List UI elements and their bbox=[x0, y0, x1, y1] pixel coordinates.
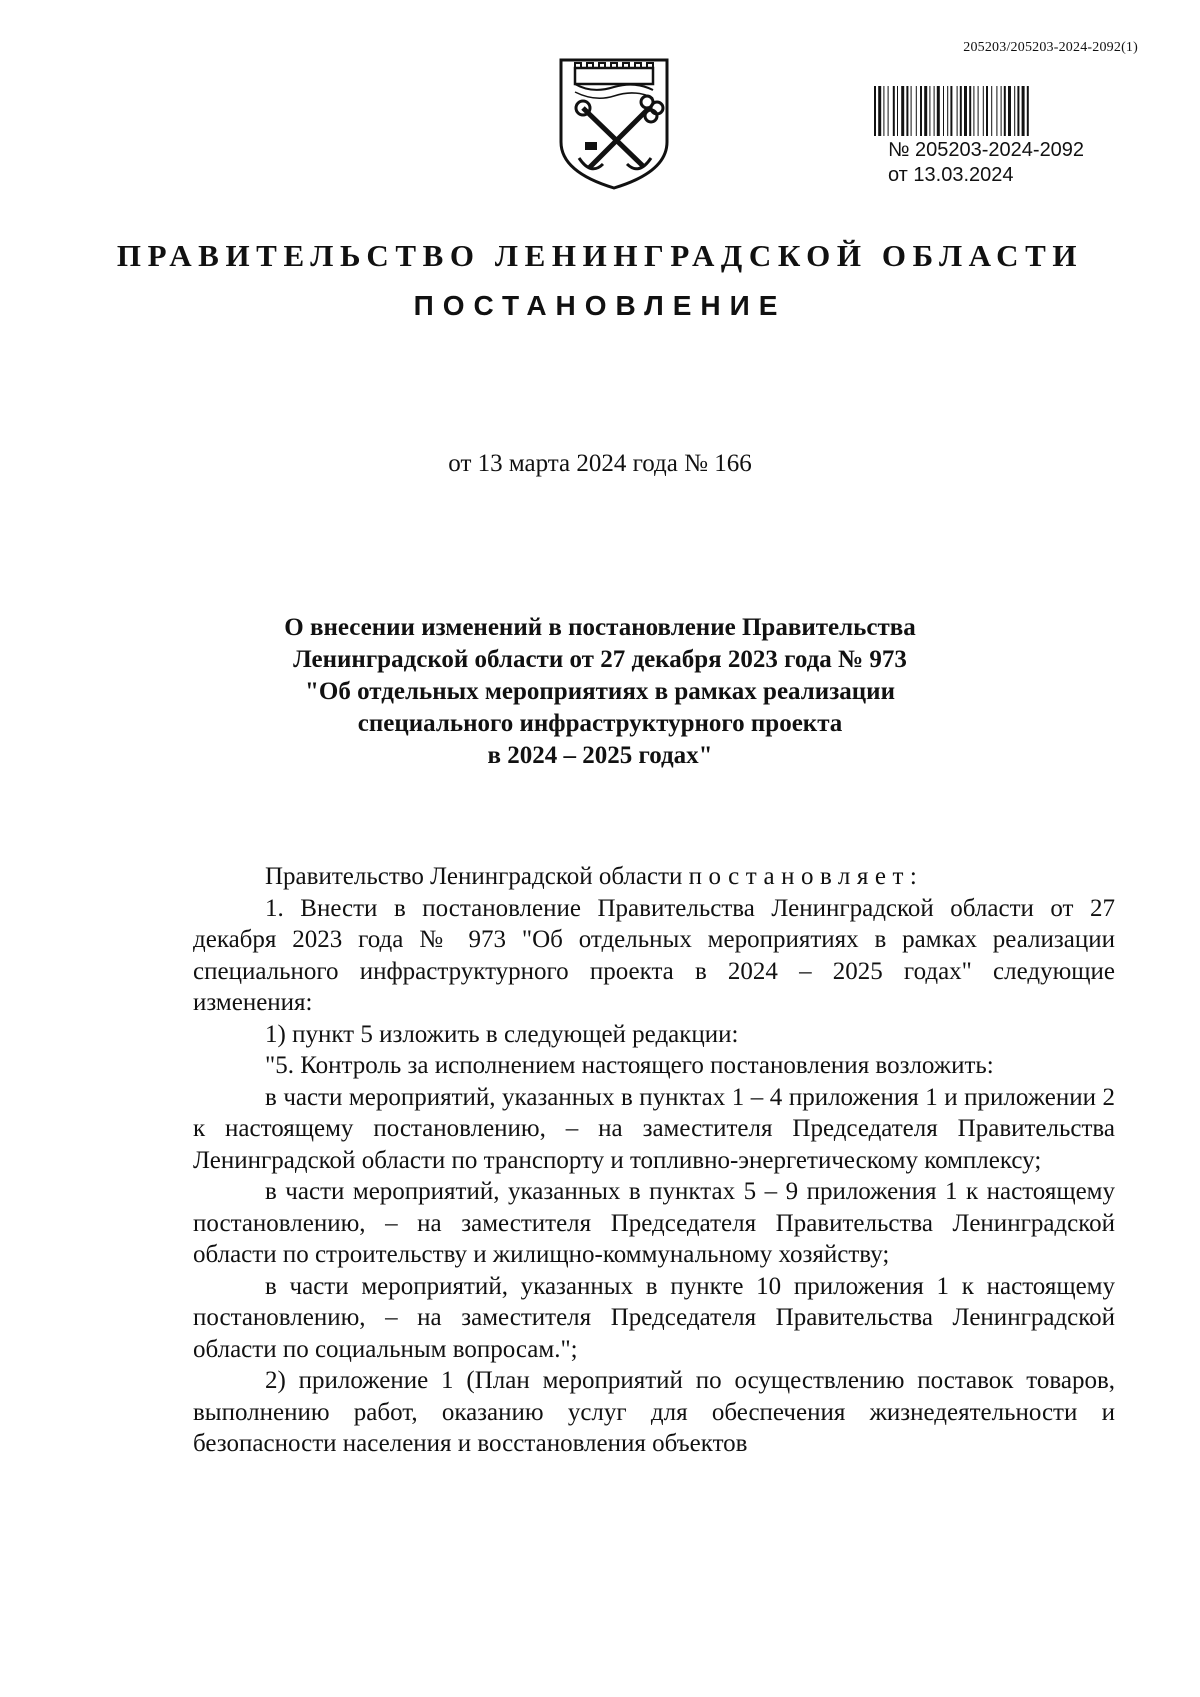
heading-line: "Об отдельных мероприятиях в рамках реализации bbox=[305, 678, 895, 705]
document-serial: 205203/205203-2024-2092(1) bbox=[963, 40, 1138, 55]
intro-lead: Правительство Ленинградской области bbox=[265, 863, 689, 890]
barcode-bar bbox=[1008, 86, 1011, 136]
barcode-bar bbox=[947, 86, 948, 136]
document-body bbox=[193, 861, 1115, 1460]
barcode-bar bbox=[901, 86, 904, 136]
barcode-bar bbox=[957, 86, 958, 136]
barcode-bar bbox=[996, 86, 997, 136]
barcode-bar bbox=[906, 86, 908, 136]
paragraph-1-2: 2) приложение 1 (План мероприятий по осуществлению поставок товаров, выполнению работ, оказанию услуг для обеспечения жизнедеятельности и безопасности населения и восстановления объектов bbox=[193, 1367, 1115, 1457]
registration-date: от 13.03.2024 bbox=[888, 164, 1014, 186]
coat-of-arms-emblem bbox=[557, 56, 671, 192]
government-title: ПРАВИТЕЛЬСТВО ЛЕНИНГРАДСКОЙ ОБЛАСТИ bbox=[116, 238, 1084, 273]
paragraph-construction: в части мероприятий, указанных в пунктах 5 – 9 приложения 1 к настоящему постановлению, – на заместителя Председателя Правительства Ленинградской области по строительству и жилищно-коммунальному хозяйству; bbox=[193, 1178, 1115, 1268]
paragraph-transport: в части мероприятий, указанных в пунктах 1 – 4 приложения 1 и приложении 2 к настоящему постановлению, – на заместителя Председателя Правительства Ленинградской области по транспорту и топливно-энергетическому комплексу; bbox=[193, 1083, 1115, 1174]
intro-resolves: постановляет: bbox=[688, 863, 924, 890]
barcode-bar bbox=[991, 86, 992, 136]
barcode-bar bbox=[1022, 86, 1025, 136]
barcode-bar bbox=[973, 86, 974, 136]
barcode-bar bbox=[978, 86, 979, 136]
barcode-bar bbox=[893, 86, 895, 136]
barcode-bar bbox=[937, 86, 940, 136]
barcode-bar bbox=[1014, 86, 1015, 136]
barcode-bar bbox=[897, 86, 898, 136]
barcode-bar bbox=[1027, 86, 1029, 136]
barcode-bar bbox=[969, 86, 971, 136]
barcode-bar bbox=[888, 86, 889, 136]
barcode-bar bbox=[964, 86, 967, 136]
document-type-title: ПОСТАНОВЛЕНИЕ bbox=[413, 290, 787, 321]
barcode-bar bbox=[950, 86, 952, 136]
barcode-bar bbox=[929, 86, 930, 136]
barcode-bar bbox=[960, 86, 962, 136]
barcode-bar bbox=[883, 86, 884, 136]
paragraph-1-1: 1) пункт 5 изложить в следующей редакции: bbox=[265, 1020, 739, 1048]
barcode-bar bbox=[916, 86, 917, 136]
barcode-bar bbox=[911, 86, 912, 136]
barcode-bar bbox=[1001, 86, 1002, 136]
document-date-number: от 13 марта 2024 года № 166 bbox=[448, 450, 752, 477]
barcode-bar bbox=[878, 86, 881, 136]
heading-line: О внесении изменений в постановление Правительства bbox=[284, 614, 916, 641]
barcode-bar bbox=[924, 86, 927, 136]
paragraph-1: 1. Внести в постановление Правительства Ленинградской области от 27 декабря 2023 года № 973 "Об отдельных мероприятиях в рамках реализации специального инфраструктурного проекта в 2024 – 2025 годах" следующие изменения: bbox=[193, 894, 1115, 1016]
intro-paragraph bbox=[193, 861, 1115, 893]
barcode-bar bbox=[1004, 86, 1006, 136]
heading-line: в 2024 – 2025 годах" bbox=[487, 742, 713, 769]
paragraph-social: в части мероприятий, указанных в пункте 10 приложения 1 к настоящему постановлению, – на заместителя Председателя Правительства Ленинградской области по социальным вопросам."; bbox=[193, 1272, 1115, 1363]
barcode-bar bbox=[1017, 86, 1019, 136]
barcode-bar bbox=[920, 86, 922, 136]
barcode-bar bbox=[943, 86, 944, 136]
paragraph-quote-start: "5. Контроль за исполнением настоящего постановления возложить: bbox=[265, 1052, 994, 1079]
barcode-bar bbox=[934, 86, 935, 136]
heading-line: Ленинградской области от 27 декабря 2023 года № 973 bbox=[293, 646, 907, 673]
registration-stamp bbox=[888, 138, 1084, 188]
document-subject-heading bbox=[200, 612, 1000, 772]
barcode-bar bbox=[986, 86, 988, 136]
heading-line: специального инфраструктурного проекта bbox=[357, 710, 843, 737]
registration-number: № 205203-2024-2092 bbox=[888, 139, 1085, 161]
barcode-bar bbox=[874, 86, 876, 136]
barcode-bar bbox=[983, 86, 984, 136]
barcode-image bbox=[870, 86, 1130, 136]
